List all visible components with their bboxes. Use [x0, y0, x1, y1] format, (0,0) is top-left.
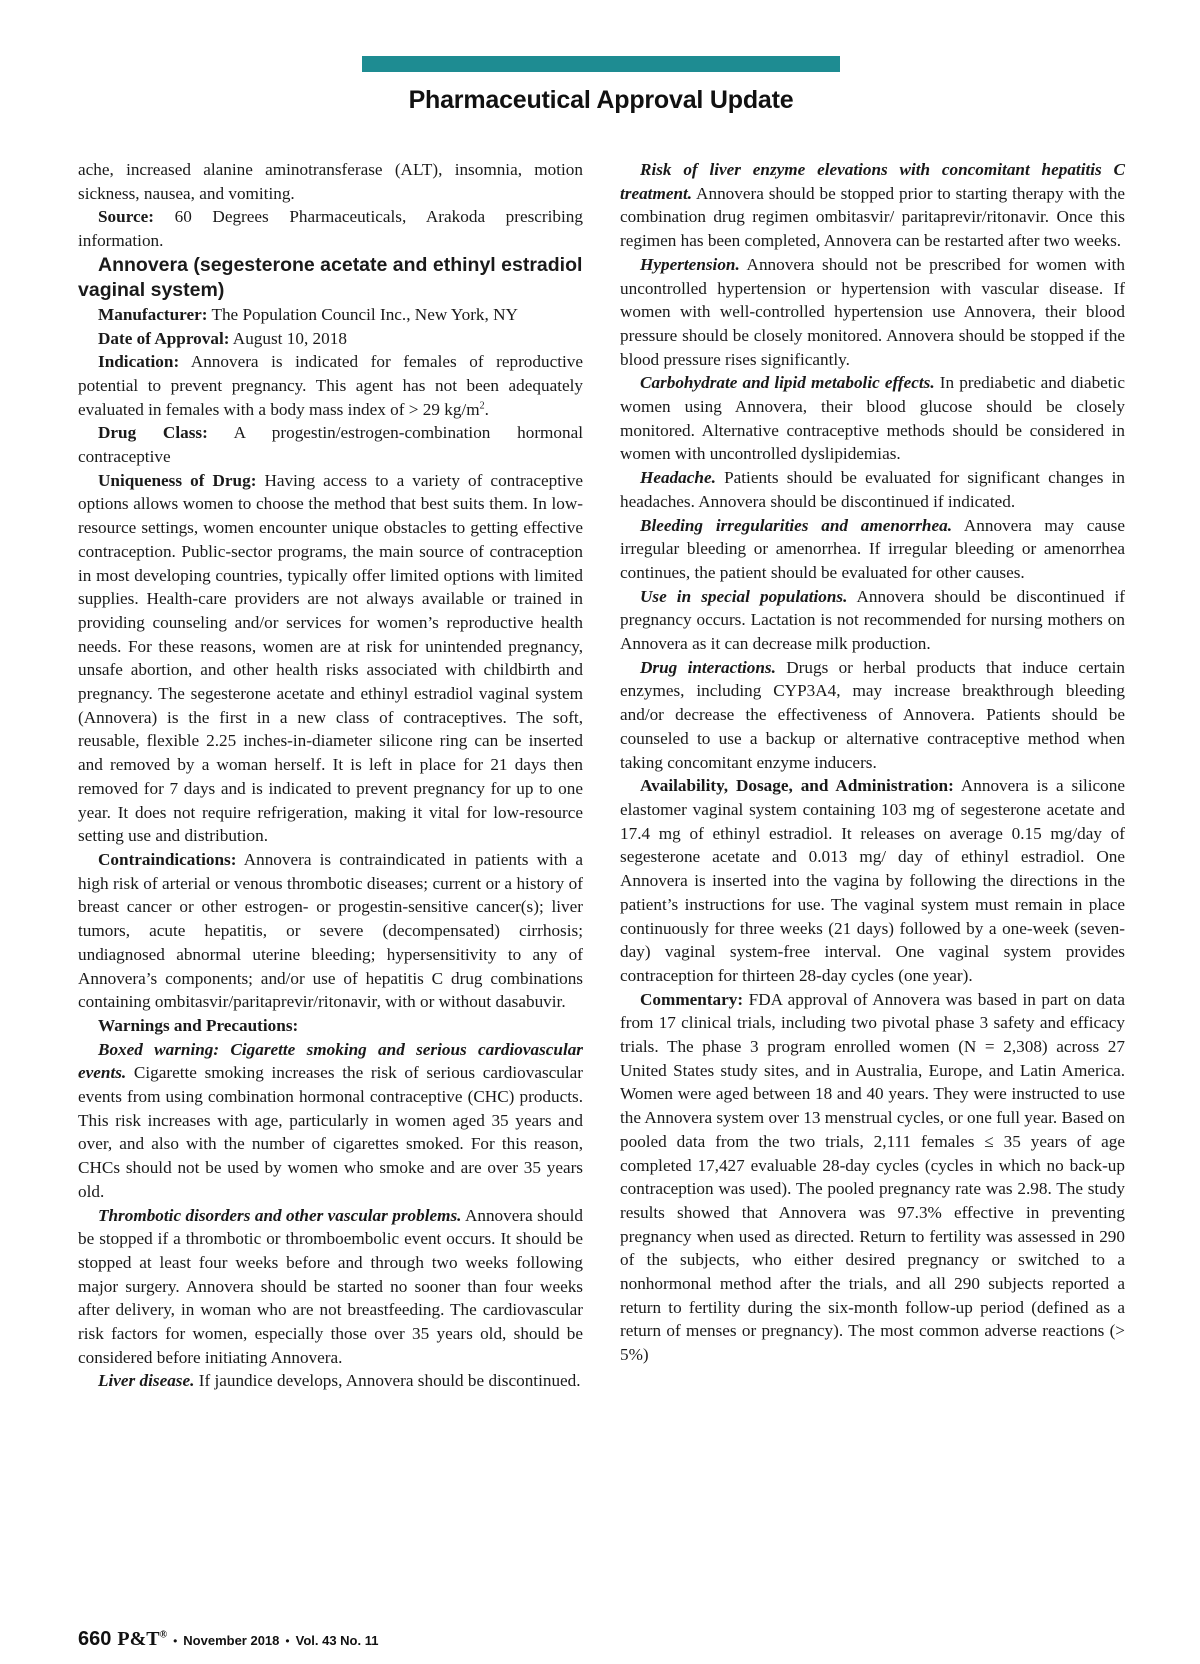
interactions-text: Drugs or herbal products that induce certain enzymes, including CYP3A4, may increase breakthrough bleeding and/or decrease the effectiveness of Annovera. Patients should be counseled to use a backup or alternative contraceptive method when taking concomitant enzyme inducers. — [620, 657, 1125, 772]
paragraph-bleeding — [620, 514, 1125, 585]
commentary-label: Commentary: — [640, 989, 744, 1009]
paragraph-approval-date — [78, 327, 583, 351]
paragraph-contraindications — [78, 848, 583, 1014]
manufacturer-text: The Population Council Inc., New York, NY — [207, 304, 518, 324]
uniqueness-label: Uniqueness of Drug: — [98, 470, 257, 490]
warnings-label: Warnings and Precautions: — [98, 1015, 299, 1035]
header-accent-bar — [362, 56, 840, 72]
hepc-label: Risk of liver enzyme elevations with concomitant hepatitis C treatment. — [620, 160, 1125, 203]
thrombo-text: Annovera should be stopped if a thrombotic or thromboembolic event occurs. It should be stopped at least four weeks before and through two weeks following major surgery. Annovera should be started no sooner than four weeks after delivery, in woman who are not breastfeeding. The cardiovascular risk factors for women, especially those over 35 years old, should be considered before initiating Annovera. — [78, 1205, 583, 1367]
footer-separator: • — [173, 1634, 178, 1648]
section-title: Pharmaceutical Approval Update — [408, 86, 794, 114]
paragraph-warnings-heading — [78, 1014, 583, 1038]
source-label: Source: — [98, 207, 155, 227]
journal-name — [117, 1628, 167, 1651]
registered-mark: ® — [159, 1629, 168, 1641]
commentary-text: FDA approval of Annovera was based in part on data from 17 clinical trials, including two pivotal phase 3 safety and efficacy trials. The phase 3 program enrolled women (N = 2,308) across 27 United States study sites, and in Australia, Europe, and Latin America. Women were aged between 18 and 40 years. They were instructed to use the Annovera system over 13 menstrual cycles, or one full year. Based on pooled data from the two trials, 2,111 females ≤ 35 years of age completed 17,427 evaluable 28-day cycles (cycles in which no back-up contraception was used). The pooled pregnancy rate was 2.98. The study results showed that Annovera was 97.3% effective in preventing pregnancy when used as directed. Return to fertility was assessed in 290 of the subjects, who either desired pregnancy or switched to a nonhormonal method after the trials, and all 290 subjects reported a return to fertility during the six-month follow-up period (defined as a return of menses or pregnancy). The most common adverse reactions (> 5%) — [620, 989, 1125, 1365]
headache-text: Patients should be evaluated for significant changes in headaches. Annovera should be discontinued if indicated. — [620, 468, 1125, 511]
drugclass-label: Drug Class: — [98, 423, 208, 443]
indication-label: Indication: — [98, 352, 180, 372]
liver-text: If jaundice develops, Annovera should be discontinued. — [194, 1371, 581, 1391]
uniqueness-text: Having access to a variety of contraceptive options allows women to choose the method that best suits them. In low-resource settings, women encounter unique obstacles to getting effective contraception. Public-sector programs, the main source of contraception in most developing countries, typically offer limited options with limited supplies. Health-care providers are not always available or trained in providing counseling and/or services for women’s reproductive health needs. For these reasons, women are at risk for unintended pregnancy, unsafe abortion, and other health risks associated with childbirth and pregnancy. The segesterone acetate and ethinyl estradiol vaginal system (Annovera) is the first in a new class of contraceptives. The soft, reusable, flexible 2.25 inches-in-diameter silicone ring can be inserted and removed by a woman herself. It is left in place for 21 days then removed for 7 days and is indicated to prevent pregnancy for up to one year. It does not require refrigeration, making it vital for low-resource setting use and distribution. — [78, 470, 584, 846]
indication-text: Annovera is indicated for females of reproductive potential to prevent pregnancy. This agent has not been adequately evaluated in females with a body mass index of > 29 kg/m — [78, 352, 583, 419]
paragraph-boxed-warning — [78, 1038, 583, 1204]
liver-label: Liver disease. — [98, 1371, 195, 1391]
paragraph-headache — [620, 466, 1125, 513]
boxed-text: Cigarette smoking increases the risk of serious cardiovascular events from using combination hormonal contraceptive (CHC) products. This risk increases with age, particularly in women aged 35 years and over, and also with the number of cigarettes smoked. For this reason, CHCs should not be used by women who smoke and are over 35 years old. — [78, 1063, 583, 1201]
special-label: Use in special populations. — [640, 586, 848, 606]
drugclass-text: A progestin/estrogen-combination hormonal contraceptive — [78, 423, 584, 467]
contra-label: Contraindications: — [98, 849, 237, 869]
journal-title: P&T — [117, 1628, 160, 1650]
issue-month: November 2018 — [183, 1633, 280, 1648]
right-column — [620, 158, 1125, 1367]
contra-text: Annovera is contraindicated in patients with a high risk of arterial or venous thrombotic diseases; current or a history of breast cancer or other estrogen- or progestin-sensitive cancer(s); liver tumors, acute hepatitis, or severe (decompensated) cirrhosis; undiagnosed abnormal uterine bleeding; hypersensitivity to any of Annovera’s components; and/or use of hepatitis C drug combinations containing ombitasvir/paritaprevir/ritonavir, with or without dasabuvir. — [78, 849, 583, 1012]
paragraph-special-populations — [620, 585, 1125, 656]
paragraph-commentary — [620, 988, 1125, 1367]
htn-text: Annovera should not be prescribed for women with uncontrolled hypertension or hypertension with vascular disease. If women with well-controlled hypertension use Annovera, their blood pressure should be closely monitored. Annovera should be stopped if the blood pressure rises significantly. — [620, 254, 1125, 369]
paragraph-indication — [78, 350, 583, 421]
paragraph-hepatitis-c — [620, 158, 1125, 253]
paragraph-source — [78, 205, 583, 252]
bleeding-text: Annovera may cause irregular bleeding or amenorrhea. If irregular bleeding or amenorrhea continues, the patient should be evaluated for other causes. — [620, 515, 1125, 582]
source-text: 60 Degrees Pharmaceuticals, Arakoda prescribing information. — [78, 207, 583, 251]
boxed-label: Boxed warning: Cigarette smoking and serious cardiovascular events. — [78, 1039, 583, 1083]
manufacturer-label: Manufacturer: — [98, 304, 208, 324]
paragraph-adverse-continued: ache, increased alanine aminotransferase (ALT), insomnia, motion sickness, nausea, and vomiting. — [78, 160, 583, 203]
avail-label: Availability, Dosage, and Administration: — [640, 776, 954, 796]
bleeding-label: Bleeding irregularities and amenorrhea. — [640, 515, 952, 535]
indication-superscript: 2 — [479, 399, 485, 411]
paragraph-manufacturer — [78, 303, 583, 327]
paragraph-availability — [620, 774, 1125, 987]
drug-heading: Annovera (segesterone acetate and ethinyl estradiol vaginal system) — [78, 253, 583, 301]
paragraph-drug-interactions — [620, 656, 1125, 775]
htn-label: Hypertension. — [640, 254, 740, 274]
approval-text: August 10, 2018 — [229, 328, 347, 348]
carb-text: In prediabetic and diabetic women using Annovera, their blood glucose should be closely monitored. Alternative contraceptive methods should be considered in women with uncontrolled dyslipidemias. — [620, 373, 1125, 464]
paragraph-metabolic — [620, 371, 1125, 466]
special-text: Annovera should be discontinued if pregnancy occurs. Lactation is not recommended for nursing mothers on Annovera as it can decrease milk production. — [620, 586, 1125, 654]
indication-end: . — [484, 399, 489, 419]
paragraph-drug-class — [78, 421, 583, 468]
interactions-label: Drug interactions. — [640, 657, 776, 677]
paragraph-hypertension — [620, 253, 1125, 372]
hepc-text: Annovera should be stopped prior to starting therapy with the combination drug regimen ombitasvir/ paritaprevir/ritonavir. Once this regimen has been completed, Annovera can be restarted after two weeks. — [620, 183, 1125, 251]
thrombo-label: Thrombotic disorders and other vascular problems. — [98, 1205, 462, 1225]
left-column — [78, 158, 583, 1393]
headache-label: Headache. — [640, 468, 716, 488]
page-number: 660 — [78, 1628, 112, 1650]
paragraph-liver-disease — [78, 1369, 583, 1393]
paragraph-thrombotic — [78, 1204, 583, 1370]
page-footer — [78, 1628, 378, 1651]
avail-text: Annovera is a silicone elastomer vaginal system containing 103 mg of segesterone acetate and 17.4 mg of ethinyl estradiol. It releases on average 0.15 mg/day of segesterone acetate and 0.013 mg/ day of ethinyl estradiol. One Annovera is inserted into the vagina by following the directions in the patient’s instructions for use. The vaginal system must remain in place continuously for three weeks (21 days) followed by a one-week (seven-day) vaginal system-free interval. One vaginal system provides contraception for thirteen 28-day cycles (one year). — [620, 776, 1126, 985]
footer-separator: • — [285, 1634, 290, 1648]
approval-label: Date of Approval: — [98, 328, 230, 348]
paragraph-uniqueness — [78, 469, 583, 848]
carb-label: Carbohydrate and lipid metabolic effects. — [640, 373, 935, 393]
issue-volume: Vol. 43 No. 11 — [295, 1633, 379, 1648]
